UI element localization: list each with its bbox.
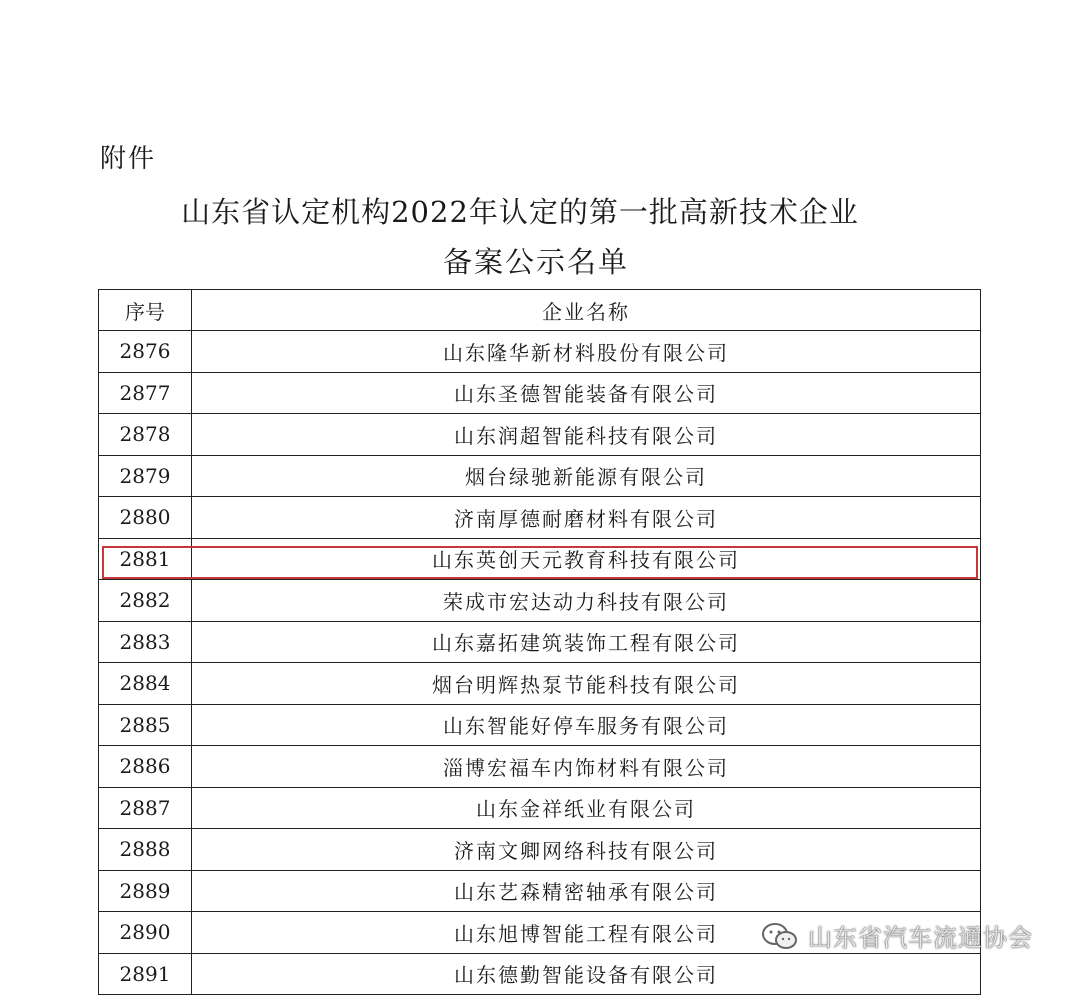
table-row — [99, 621, 981, 663]
header-company-name: 企业名称 — [192, 290, 981, 331]
row-serial-number: 2884 — [99, 663, 192, 705]
company-list-table — [98, 289, 981, 995]
table-row — [99, 704, 981, 746]
row-company-name: 山东嘉拓建筑装饰工程有限公司 — [192, 621, 981, 663]
row-serial-number: 2890 — [99, 912, 192, 954]
watermark — [760, 918, 1033, 953]
row-company-name: 济南文卿网络科技有限公司 — [192, 829, 981, 871]
row-serial-number: 2878 — [99, 414, 192, 456]
row-serial-number: 2877 — [99, 372, 192, 414]
row-company-name: 山东金祥纸业有限公司 — [192, 787, 981, 829]
row-company-name: 山东圣德智能装备有限公司 — [192, 372, 981, 414]
row-serial-number: 2885 — [99, 704, 192, 746]
row-company-name: 山东英创天元教育科技有限公司 — [192, 538, 981, 580]
row-company-name: 烟台绿驰新能源有限公司 — [192, 455, 981, 497]
row-serial-number: 2876 — [99, 331, 192, 373]
table-row — [99, 580, 981, 622]
row-company-name: 山东德勤智能设备有限公司 — [192, 953, 981, 995]
table-row-highlighted — [99, 538, 981, 580]
row-serial-number: 2883 — [99, 621, 192, 663]
row-company-name: 山东隆华新材料股份有限公司 — [192, 331, 981, 373]
table-row — [99, 663, 981, 705]
row-company-name: 山东旭博智能工程有限公司 — [192, 912, 981, 954]
row-company-name: 济南厚德耐磨材料有限公司 — [192, 497, 981, 539]
row-serial-number: 2881 — [99, 538, 192, 580]
watermark-text: 山东省汽车流通协会 — [808, 924, 1033, 952]
table-row — [99, 414, 981, 456]
table-row — [99, 829, 981, 871]
row-serial-number: 2888 — [99, 829, 192, 871]
row-serial-number: 2882 — [99, 580, 192, 622]
table-row — [99, 746, 981, 788]
row-company-name: 荣成市宏达动力科技有限公司 — [192, 580, 981, 622]
row-company-name: 山东润超智能科技有限公司 — [192, 414, 981, 456]
table-header-row — [99, 290, 981, 331]
row-serial-number: 2886 — [99, 746, 192, 788]
row-company-name: 烟台明辉热泵节能科技有限公司 — [192, 663, 981, 705]
table-row — [99, 870, 981, 912]
table-row — [99, 953, 981, 995]
attachment-label: 附件 — [100, 144, 157, 174]
table-row — [99, 497, 981, 539]
row-serial-number: 2880 — [99, 497, 192, 539]
document-subtitle: 备案公示名单 — [442, 245, 629, 279]
row-serial-number: 2887 — [99, 787, 192, 829]
wechat-icon — [760, 921, 800, 951]
row-serial-number: 2891 — [99, 953, 192, 995]
row-company-name: 山东智能好停车服务有限公司 — [192, 704, 981, 746]
header-serial-number: 序号 — [99, 290, 192, 331]
document-title: 山东省认定机构2022年认定的第一批高新技术企业 — [181, 195, 859, 229]
table-row — [99, 455, 981, 497]
row-serial-number: 2889 — [99, 870, 192, 912]
row-serial-number: 2879 — [99, 455, 192, 497]
table-row — [99, 331, 981, 373]
row-company-name: 山东艺森精密轴承有限公司 — [192, 870, 981, 912]
table-row — [99, 787, 981, 829]
table-row — [99, 372, 981, 414]
row-company-name: 淄博宏福车内饰材料有限公司 — [192, 746, 981, 788]
